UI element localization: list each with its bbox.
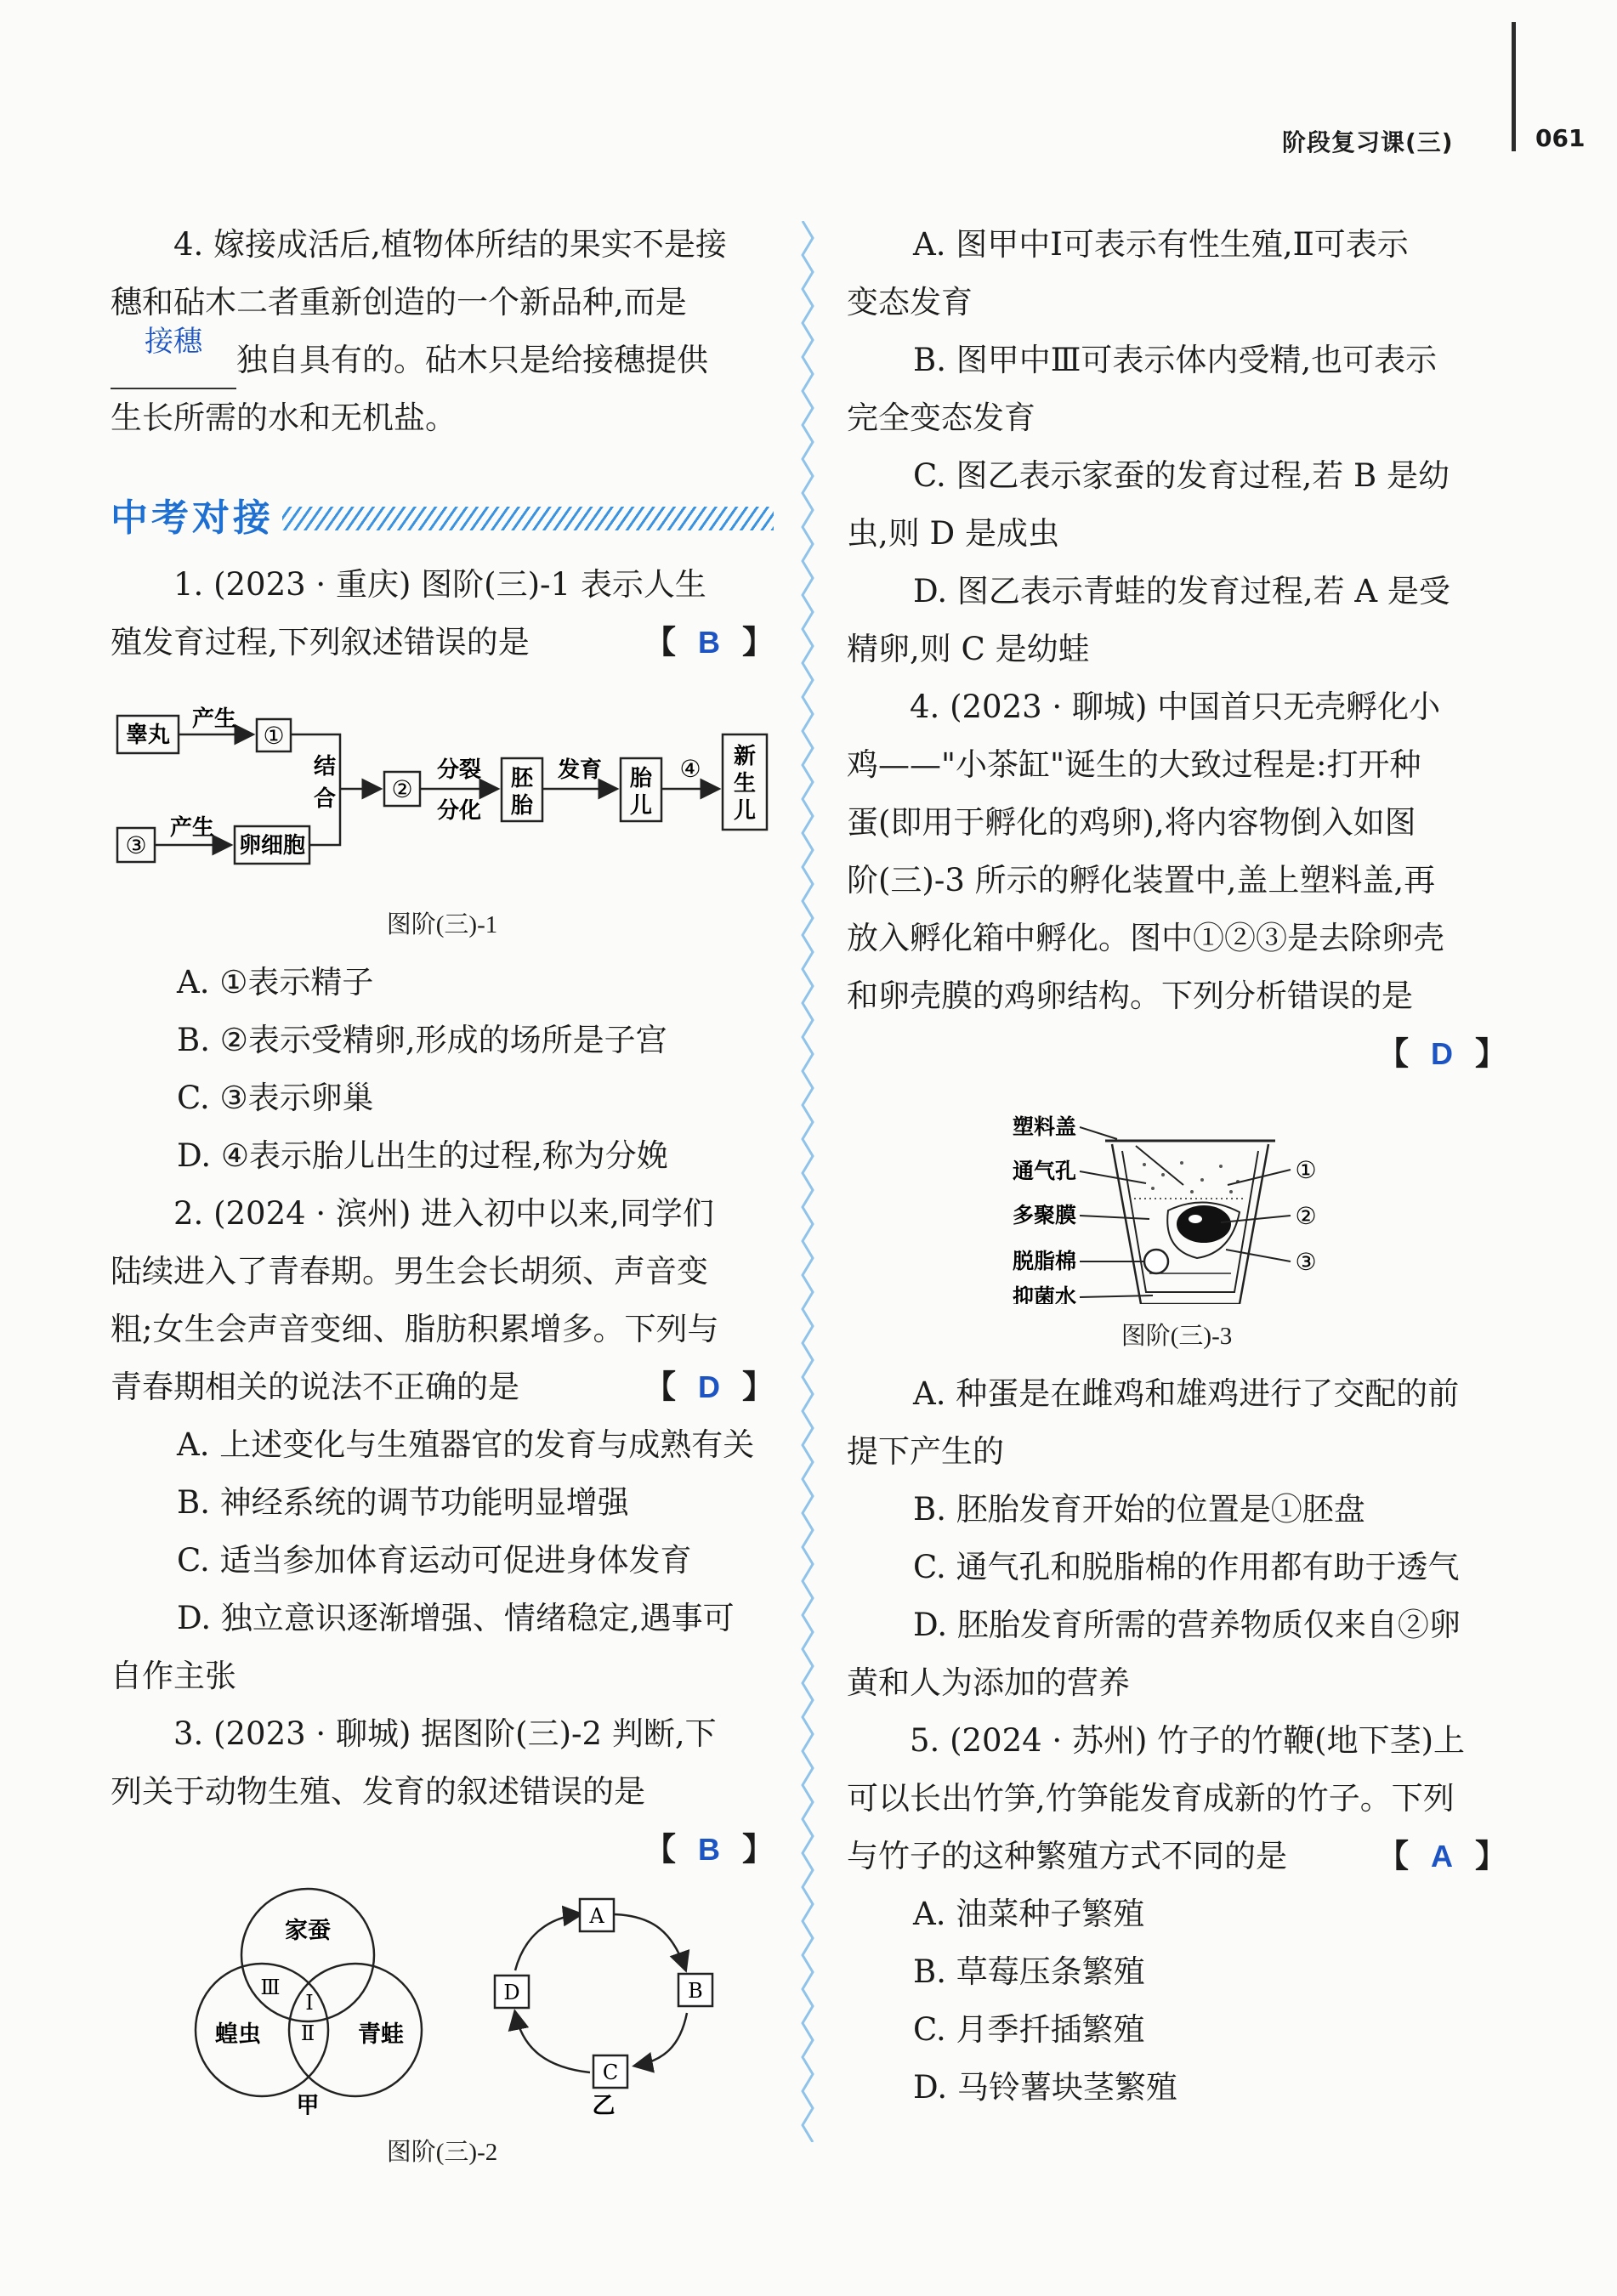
fig2-silkworm: 家蚕 — [285, 1918, 331, 1944]
fig1-node3: ③ — [125, 831, 147, 859]
q1-option-d: D. ④表示胎儿出生的过程,称为分娩 — [177, 1137, 668, 1174]
q4-text-line4: 生长所需的水和无机盐。 — [111, 400, 457, 436]
figure-1 — [111, 682, 774, 894]
fig1-egg: 卵细胞 — [238, 833, 306, 859]
rq4-text-line6: 和卵壳膜的鸡卵结构。下列分析错误的是 — [847, 978, 1413, 1014]
q3-option-c-cont: 虫,则 D 是成虫 — [847, 515, 1059, 552]
q3-option-d: D. 图乙表示青蛙的发育过程,若 A 是受 — [913, 573, 1450, 609]
fig2-node-c: C — [602, 2061, 619, 2084]
fig1-testis: 睾丸 — [125, 723, 171, 748]
q5-option-a: A. 油菜种子繁殖 — [913, 1896, 1145, 1932]
q3-option-a-cont: 变态发育 — [847, 284, 973, 320]
rq4-option-b: B. 胚胎发育开始的位置是①胚盘 — [913, 1491, 1365, 1528]
fig2-label-yi: 乙 — [592, 2093, 616, 2115]
left-column — [111, 216, 774, 2169]
right-column — [847, 216, 1506, 2117]
figure-3-diagram — [847, 1100, 1506, 1304]
fig1-fetus-1: 胎 — [629, 766, 653, 791]
q3-option-d-cont: 精卵,则 C 是幼蛙 — [847, 631, 1090, 667]
fig1-newborn-1: 新 — [733, 744, 757, 769]
q4-text-line3 — [111, 326, 774, 389]
rq4-text-line2: 鸡——"小茶缸"诞生的大致过程是:打开种 — [847, 746, 1421, 783]
rq4-option-c: C. 通气孔和脱脂棉的作用都有助于透气 — [913, 1549, 1460, 1585]
q5-stem-end: 与竹子的这种繁殖方式不同的是 — [847, 1838, 1287, 1874]
page-number: 061 — [1535, 124, 1586, 152]
q2-answer: D — [698, 1369, 720, 1404]
q2-option-a: A. 上述变化与生殖器官的发育与成熟有关 — [177, 1426, 755, 1463]
rq4-answer-bracket: 【 D 】 — [1377, 1035, 1506, 1072]
figure-2-caption: 图阶(三)-2 — [386, 2139, 498, 2166]
fig3-n2: ② — [1295, 1202, 1317, 1230]
rq4-option-a: A. 种蛋是在雌鸡和雄鸡进行了交配的前 — [913, 1375, 1460, 1412]
q3-option-b-cont: 完全变态发育 — [847, 400, 1035, 436]
fig2-region3: Ⅲ — [260, 1976, 281, 1999]
figure-1-diagram — [111, 682, 774, 894]
q2-text-line2: 陆续进入了青春期。男生会长胡须、声音变 — [111, 1253, 708, 1290]
q1-text-line1: 1. (2023 · 重庆) 图阶(三)-1 表示人生 — [173, 566, 706, 603]
column-divider — [797, 221, 818, 2142]
fig1-newborn-2: 生 — [733, 771, 757, 797]
q4-text-line1: 4. 嫁接成活后,植物体所结的果实不是接 — [173, 226, 727, 263]
fig1-newborn-3: 儿 — [733, 798, 757, 824]
fig1-combine-1: 结 — [313, 754, 337, 780]
q3-answer-line — [111, 1821, 774, 1879]
rq4-text-line1: 4. (2023 · 聊城) 中国首只无壳孵化小 — [910, 689, 1441, 725]
rq4-option-d-cont: 黄和人为添加的营养 — [847, 1664, 1130, 1701]
fig3-n1: ① — [1295, 1156, 1317, 1184]
q4-after-blank: 独自具有的。砧木只是给接穗提供 — [236, 342, 708, 378]
fig2-locust: 蝗虫 — [215, 2021, 261, 2048]
rq4-text-line3: 蛋(即用于孵化的鸡卵),将内容物倒入如图 — [847, 804, 1416, 841]
section-title: 中考对接 — [111, 496, 274, 540]
rq4-text-line4: 阶(三)-3 所示的孵化装置中,盖上塑料盖,再 — [847, 862, 1436, 899]
fig3-lid: 塑料盖 — [1012, 1114, 1076, 1139]
figure-3-caption: 图阶(三)-3 — [1121, 1323, 1233, 1350]
rq4-option-a-cont: 提下产生的 — [847, 1433, 1004, 1470]
q1-stem-end: 殖发育过程,下列叙述错误的是 — [111, 624, 530, 660]
q4-text-line2: 穗和砧木二者重新创造的一个新品种,而是 — [111, 284, 687, 320]
fig2-label-jia: 甲 — [296, 2093, 320, 2115]
section-hatch-decoration — [282, 507, 774, 530]
figure-1-caption: 图阶(三)-1 — [386, 911, 498, 938]
q1-option-b: B. ②表示受精卵,形成的场所是子宫 — [177, 1022, 667, 1058]
fig1-diff: 分化 — [436, 798, 482, 824]
q2-option-c: C. 适当参加体育运动可促进身体发育 — [177, 1542, 692, 1579]
q1-option-a: A. ①表示精子 — [177, 964, 374, 1001]
q2-text-line4 — [111, 1358, 774, 1416]
q1-answer-bracket: 【 B 】 — [644, 624, 774, 660]
q4-answer-blank[interactable] — [111, 326, 236, 389]
rq4-option-d: D. 胚胎发育所需的营养物质仅来自②卵 — [913, 1607, 1461, 1643]
q3-text-line1: 3. (2023 · 聊城) 据图阶(三)-2 判断,下 — [173, 1715, 717, 1752]
fig3-n3: ③ — [1295, 1248, 1317, 1276]
fig1-develop: 发育 — [557, 757, 603, 783]
figure-3 — [847, 1100, 1506, 1304]
q5-text-line3 — [847, 1828, 1506, 1885]
figure-2-diagram — [111, 1885, 774, 2115]
q2-option-d-cont: 自作主张 — [111, 1658, 236, 1694]
fig3-water: 抑菌水 — [1012, 1284, 1076, 1304]
fig1-combine-2: 合 — [313, 786, 337, 812]
fig1-fetus-2: 儿 — [629, 793, 653, 819]
q2-answer-bracket: 【 D 】 — [644, 1369, 774, 1405]
q5-option-c: C. 月季扦插繁殖 — [913, 2011, 1145, 2048]
fig3-film: 多聚膜 — [1012, 1203, 1076, 1227]
fig2-node-b: B — [688, 1979, 703, 2003]
fig1-node1: ① — [263, 722, 285, 750]
section-header-title: 阶段复习课(三) — [1282, 128, 1454, 156]
fig1-split: 分裂 — [436, 757, 482, 783]
section-heading — [111, 490, 774, 547]
q2-option-b: B. 神经系统的调节功能明显增强 — [177, 1484, 629, 1521]
q2-option-d: D. 独立意识逐渐增强、情绪稳定,遇事可 — [177, 1600, 735, 1636]
fig1-node4: ④ — [679, 755, 701, 783]
q2-text-line1: 2. (2024 · 滨州) 进入初中以来,同学们 — [173, 1195, 714, 1232]
fig3-cotton: 脱脂棉 — [1012, 1249, 1076, 1273]
q4-answer: 接穗 — [145, 326, 202, 358]
q2-text-line3: 粗;女生会声音变细、脂肪积累增多。下列与 — [111, 1311, 719, 1347]
q3-option-c: C. 图乙表示家蚕的发育过程,若 B 是幼 — [913, 457, 1450, 494]
q1-answer: B — [698, 625, 720, 660]
q5-option-b: B. 草莓压条繁殖 — [913, 1953, 1145, 1990]
q2-stem-end: 青春期相关的说法不正确的是 — [111, 1369, 519, 1405]
q1-text-line2 — [111, 614, 774, 672]
fig2-region2: Ⅱ — [300, 2021, 315, 2045]
fig2-node-d: D — [503, 1981, 520, 2004]
fig1-node2: ② — [391, 775, 413, 803]
rq4-text-line5: 放入孵化箱中孵化。图中①②③是去除卵壳 — [847, 920, 1444, 956]
fig2-node-a: A — [589, 1904, 604, 1928]
header-rule — [1512, 22, 1516, 151]
q5-text-line1: 5. (2024 · 苏州) 竹子的竹鞭(地下茎)上 — [910, 1722, 1466, 1759]
q3-answer: B — [698, 1832, 720, 1867]
rq4-answer-line — [847, 1025, 1506, 1083]
q5-text-line2: 可以长出竹笋,竹笋能发育成新的竹子。下列 — [847, 1780, 1455, 1817]
figure-2 — [111, 1885, 774, 2115]
q3-text-line2: 列关于动物生殖、发育的叙述错误的是 — [111, 1773, 645, 1810]
fig3-vent: 通气孔 — [1012, 1159, 1076, 1183]
rq4-answer: D — [1431, 1036, 1453, 1071]
q5-answer: A — [1431, 1839, 1453, 1874]
q3-option-a: A. 图甲中Ⅰ可表示有性生殖,Ⅱ可表示 — [913, 226, 1409, 263]
q5-option-d: D. 马铃薯块茎繁殖 — [913, 2069, 1177, 2106]
fig1-embryo-2: 胎 — [510, 793, 534, 819]
q3-answer-bracket: 【 B 】 — [644, 1831, 774, 1868]
fig1-produce-top: 产生 — [191, 706, 237, 732]
fig1-produce-bottom: 产生 — [169, 815, 215, 841]
q5-answer-bracket: 【 A 】 — [1377, 1838, 1506, 1874]
q3-option-b: B. 图甲中Ⅲ可表示体内受精,也可表示 — [913, 342, 1438, 378]
fig1-embryo-1: 胚 — [510, 766, 534, 791]
fig2-region1: Ⅰ — [305, 1991, 314, 2015]
fig2-frog: 青蛙 — [358, 2021, 404, 2048]
q1-option-c: C. ③表示卵巢 — [177, 1080, 374, 1116]
